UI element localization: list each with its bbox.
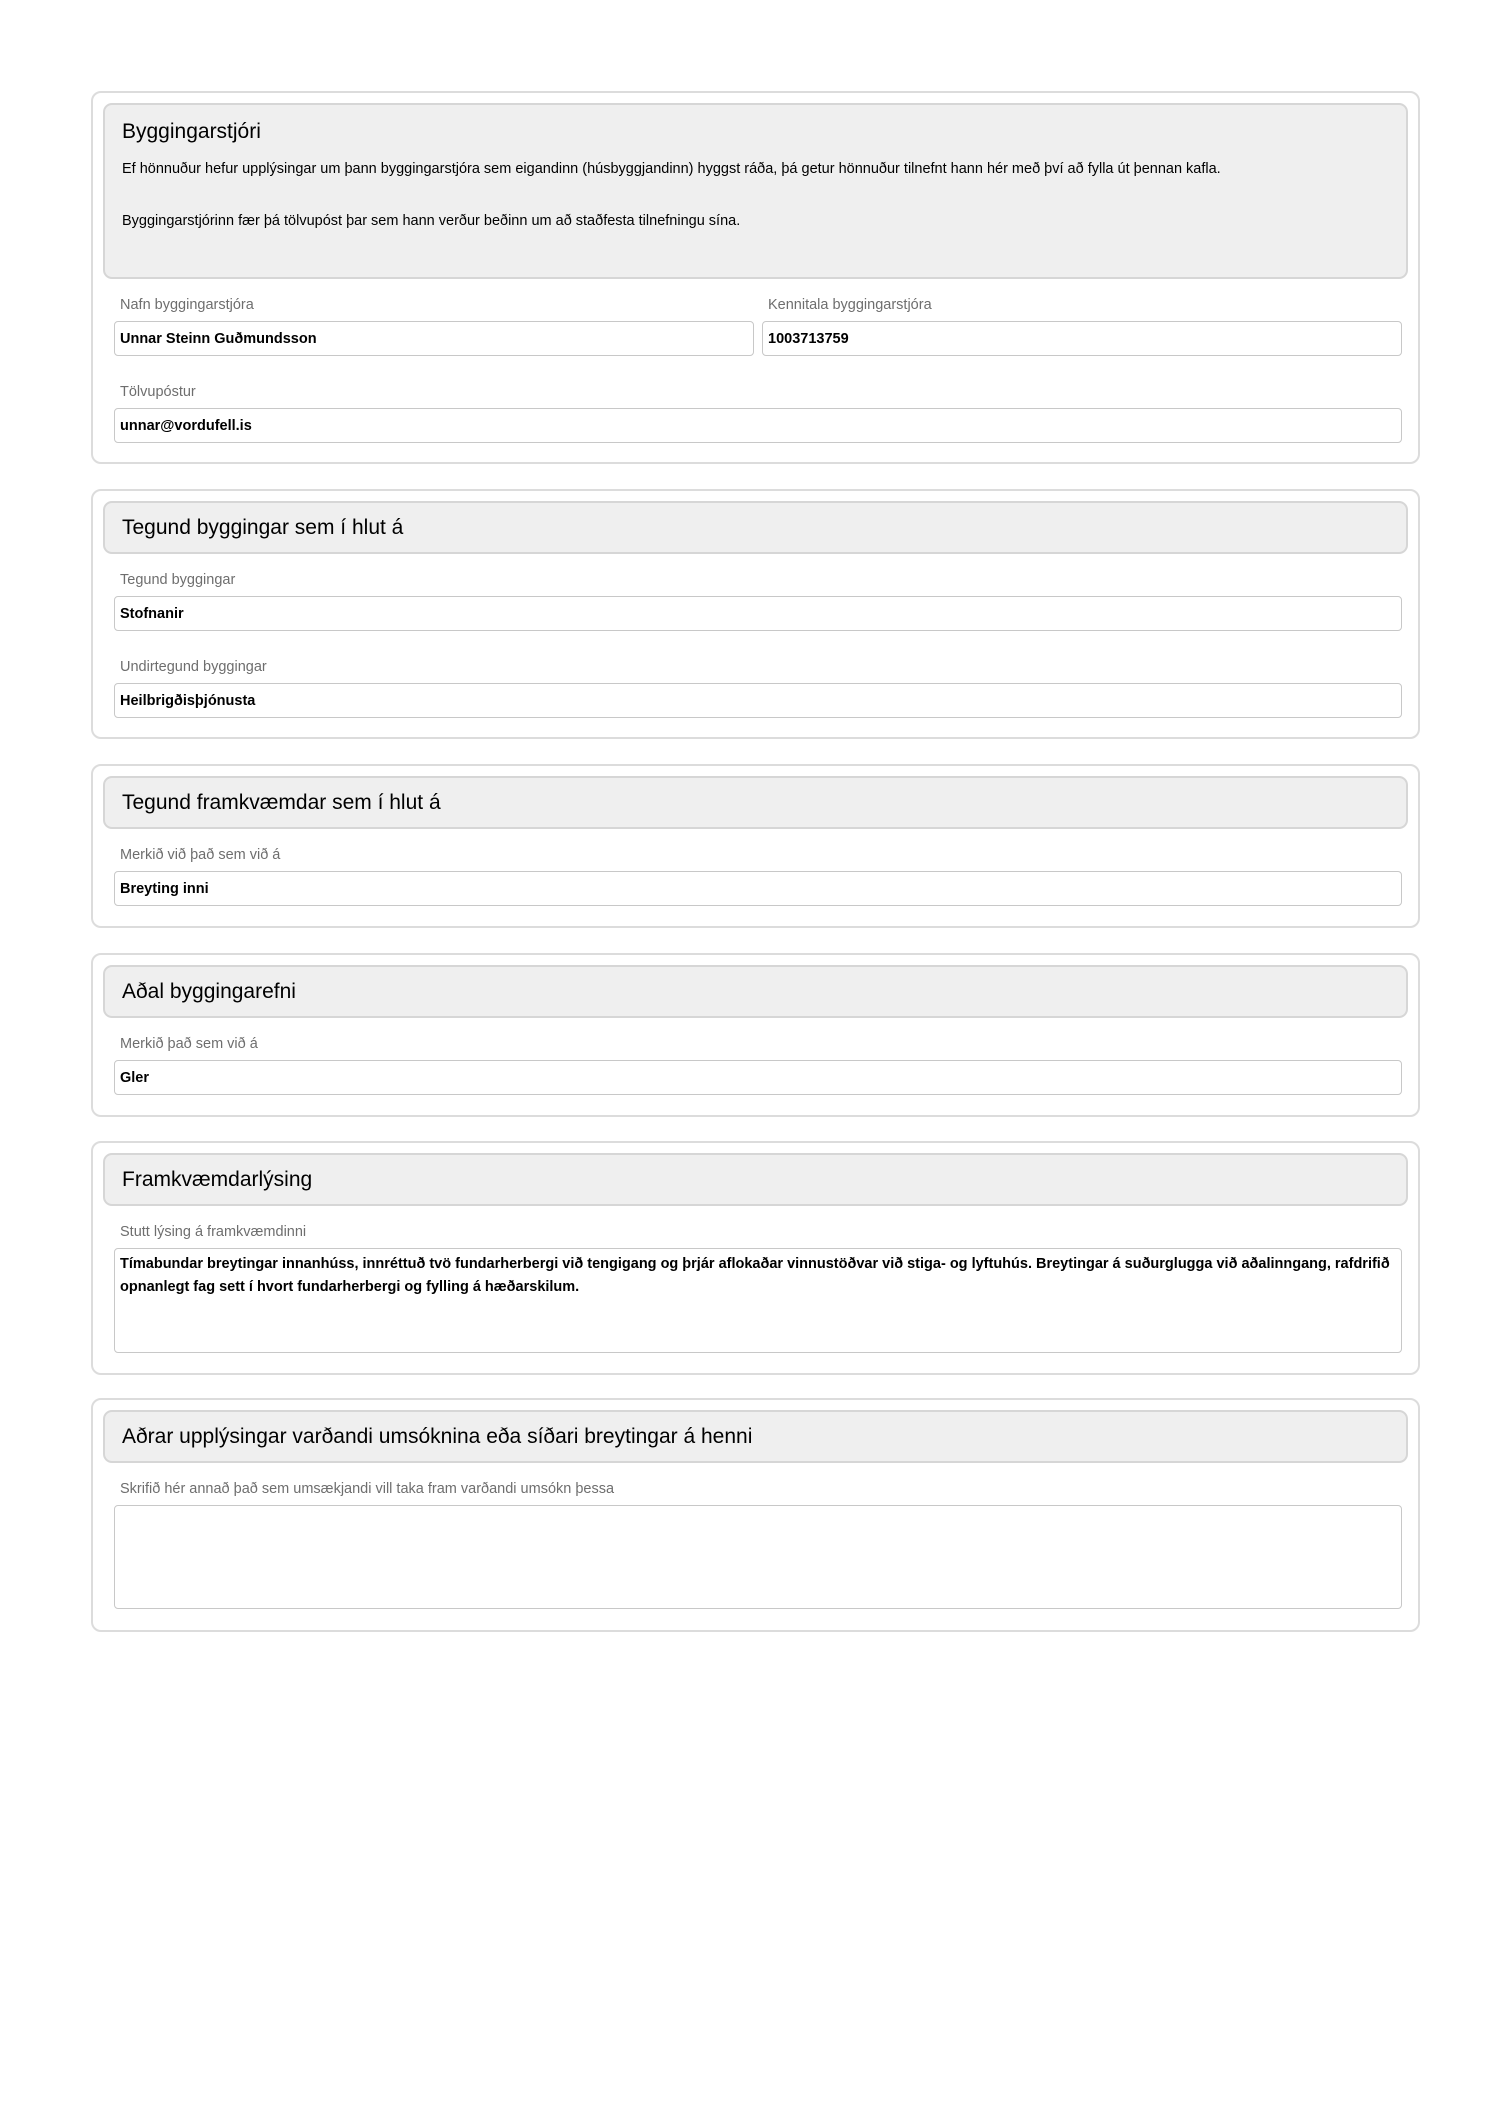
manager-name-field[interactable]: Unnar Steinn Guðmundsson: [114, 321, 754, 356]
project-description-label: Stutt lýsing á framkvæmdinni: [120, 1224, 307, 1240]
building-manager-section: [91, 91, 1420, 464]
building-manager-title: Byggingarstjóri: [122, 120, 261, 143]
main-material-label: Merkið það sem við á: [120, 1036, 258, 1052]
manager-email-field[interactable]: unnar@vordufell.is: [114, 408, 1402, 443]
building-type-section: [91, 489, 1420, 739]
building-manager-intro-2: Byggingarstjórinn fær þá tölvupóst þar sem hann verður beðinn um að staðfesta tilnefningu sína.: [122, 213, 741, 229]
other-info-label: Skrifið hér annað það sem umsækjandi vill taka fram varðandi umsókn þessa: [120, 1481, 615, 1497]
manager-ssn-field[interactable]: 1003713759: [762, 321, 1402, 356]
other-info-textarea[interactable]: [114, 1505, 1402, 1609]
project-description-header: [103, 1153, 1408, 1206]
building-type-title: Tegund byggingar sem í hlut á: [122, 516, 404, 539]
project-description-textarea[interactable]: Tímabundar breytingar innanhúss, innréttuð tvö fundarherbergi við tengigang og þrjár aflokaðar vinnustöðvar við stiga- og lyftuhús. Breytingar á suðurglugga við aðalinngang, rafdrifið opnanlegt fag sett í hvort fundarherbergi og fylling á hæðarskilum.: [114, 1248, 1402, 1353]
project-description-section: [91, 1141, 1420, 1375]
manager-ssn-label: Kennitala byggingarstjóra: [768, 297, 932, 313]
main-material-title: Aðal byggingarefni: [122, 980, 296, 1003]
project-type-header: [103, 776, 1408, 829]
building-manager-intro-1: Ef hönnuður hefur upplýsingar um þann byggingarstjóra sem eigandinn (húsbyggjandinn) hyggst ráða, þá getur hönnuður tilnefnt hann hér með því að fylla út þennan kafla.: [122, 161, 1221, 177]
building-subtype-field[interactable]: Heilbrigðisþjónusta: [114, 683, 1402, 718]
project-description-title: Framkvæmdarlýsing: [122, 1168, 313, 1191]
manager-email-label: Tölvupóstur: [120, 384, 196, 400]
building-manager-header: [103, 103, 1408, 279]
building-subtype-label: Undirtegund byggingar: [120, 659, 267, 675]
project-type-label: Merkið við það sem við á: [120, 847, 281, 863]
main-material-section: [91, 953, 1420, 1117]
main-material-field[interactable]: Gler: [114, 1060, 1402, 1095]
project-type-section: [91, 764, 1420, 928]
other-info-title: Aðrar upplýsingar varðandi umsóknina eða síðari breytingar á henni: [122, 1425, 753, 1448]
project-type-field[interactable]: Breyting inni: [114, 871, 1402, 906]
building-type-field[interactable]: Stofnanir: [114, 596, 1402, 631]
manager-name-label: Nafn byggingarstjóra: [120, 297, 254, 313]
building-type-header: [103, 501, 1408, 554]
other-info-header: [103, 1410, 1408, 1463]
building-type-label: Tegund byggingar: [120, 572, 236, 588]
other-info-section: [91, 1398, 1420, 1632]
project-type-title: Tegund framkvæmdar sem í hlut á: [122, 791, 441, 814]
main-material-header: [103, 965, 1408, 1018]
